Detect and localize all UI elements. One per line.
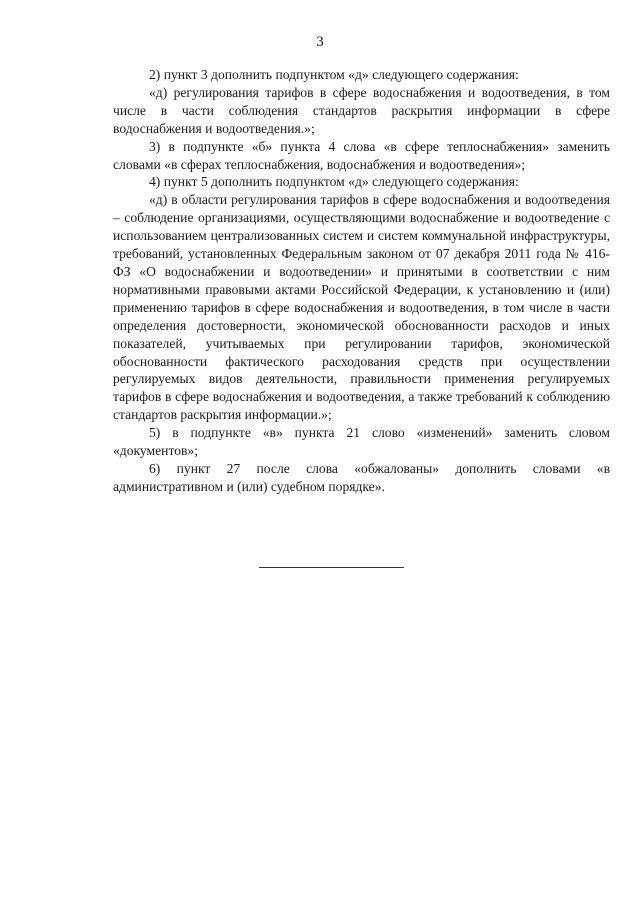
page-number: 3	[316, 34, 324, 50]
paragraph-item-6: 6) пункт 27 после слова «обжалованы» дополнить словами «в административном и (или) судебном порядке».	[113, 460, 610, 494]
end-separator-line	[259, 567, 404, 568]
paragraph-item-2: 2) пункт 3 дополнить подпунктом «д» следующего содержания:	[149, 67, 519, 82]
paragraph-item-3: 3) в подпункте «б» пункта 4 слова «в сфере теплоснабжения» заменить словами «в сферах теплоснабжения, водоснабжения и водоотведения»;	[113, 138, 610, 172]
paragraph-item-5: 5) в подпункте «в» пункта 21 слово «изменений» заменить словом «документов»;	[113, 425, 610, 459]
paragraph-item-4: 4) пункт 5 дополнить подпунктом «д» следующего содержания:	[149, 174, 519, 190]
document-body	[113, 66, 610, 496]
paragraph-subitem-d-tariffs: «д) в области регулирования тарифов в сфере водоснабжения и водоотведения – соблюдение организациями, осуществляющими водоснабжение и водоотведение с использованием централизованных систем и систем коммунальной инфраструктуры, требований, установленных Федеральным законом от 07 декабря 2011 года № 416-ФЗ «О водоснабжении и водоотведении» и принятыми в соответствии с ним нормативными правовыми актами Российской Федерации, к установлению и (или) применению тарифов в сфере водоснабжения и водоотведения, в том числе в части определения достоверности, экономической обоснованности расходов и иных показателей, учитываемых при регулировании тарифов, экономической обоснованности фактического расходования средств при осуществлении регулируемых видов деятельности, правильности применения регулируемых тарифов в сфере водоснабжения и водоотведения, а также требований к соблюдению стандартов раскрытия информации.»;	[113, 192, 610, 423]
paragraph-subitem-d-regulation: «д) регулирования тарифов в сфере водоснабжения и водоотведения, в том числе в части соблюдения стандартов раскрытия информации в сфере водоснабжения и водоотведения.»;	[113, 84, 610, 136]
